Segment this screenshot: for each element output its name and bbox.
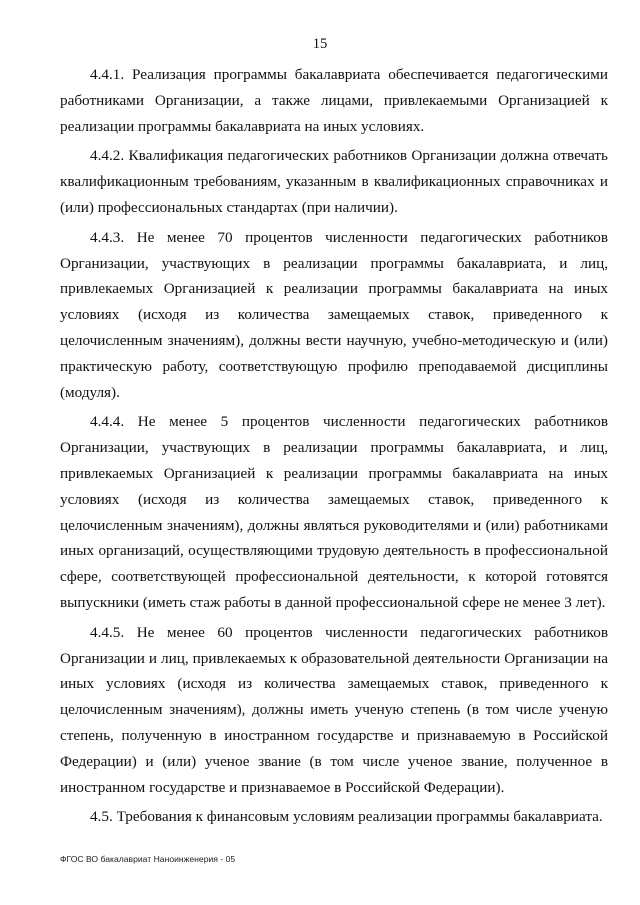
page-number: 15 <box>312 36 328 52</box>
paragraph-4-4-4: 4.4.4. Не менее 5 процентов численности педагогических работников Организации, участвующих в реализации программы бакалавриата, и лиц, привлекаемых Организацией к реализации программы бакалавриата на иных условиях (исходя из количества замещаемых ставок, приведенного к целочисленным значениям), должны являться руководителями и (или) работниками иных организаций, осуществляющими трудовую деятельность в профессиональной сфере, соответствующей профессиональной деятельности, к которой готовятся выпускники (иметь стаж работы в данной профессиональной сфере не менее 3 лет). <box>60 413 608 611</box>
paragraph-4-4-3: 4.4.3. Не менее 70 процентов численности педагогических работников Организации, участвующих в реализации программы бакалавриата, и лиц, привлекаемых Организацией к реализации программы бакалавриата на иных условиях (исходя из количества замещаемых ставок, приведенного к целочисленным значениям), должны вести научную, учебно-методическую и (или) практическую работу, соответствующую профилю преподаваемой дисциплины (модуля). <box>60 228 608 401</box>
page-footer: ФГОС ВО бакалавриат Наноинженерия - 05 <box>60 854 236 864</box>
paragraph-4-4-2: 4.4.2. Квалификация педагогических работников Организации должна отвечать квалификационным требованиям, указанным в квалификационных справочниках и (или) профессиональных стандартах (при наличии). <box>60 147 608 216</box>
paragraph-4-4-1: 4.4.1. Реализация программы бакалавриата обеспечивается педагогическими работниками Организации, а также лицами, привлекаемыми Организацией к реализации программы бакалавриата на иных условиях. <box>60 66 608 135</box>
paragraph-4-5: 4.5. Требования к финансовым условиям реализации программы бакалавриата. <box>90 808 603 826</box>
document-body <box>60 62 608 834</box>
paragraph-4-4-5: 4.4.5. Не менее 60 процентов численности педагогических работников Организации и лиц, привлекаемых к образовательной деятельности Организации на иных условиях (исходя из количества замещаемых ставок, приведенного к целочисленным значениям), должны иметь ученую степень (в том числе ученую степень, полученную в иностранном государстве и признаваемую в Российской Федерации) и (или) ученое звание (в том числе ученое звание, полученное в иностранном государстве и признаваемое в Российской Федерации). <box>60 623 608 796</box>
